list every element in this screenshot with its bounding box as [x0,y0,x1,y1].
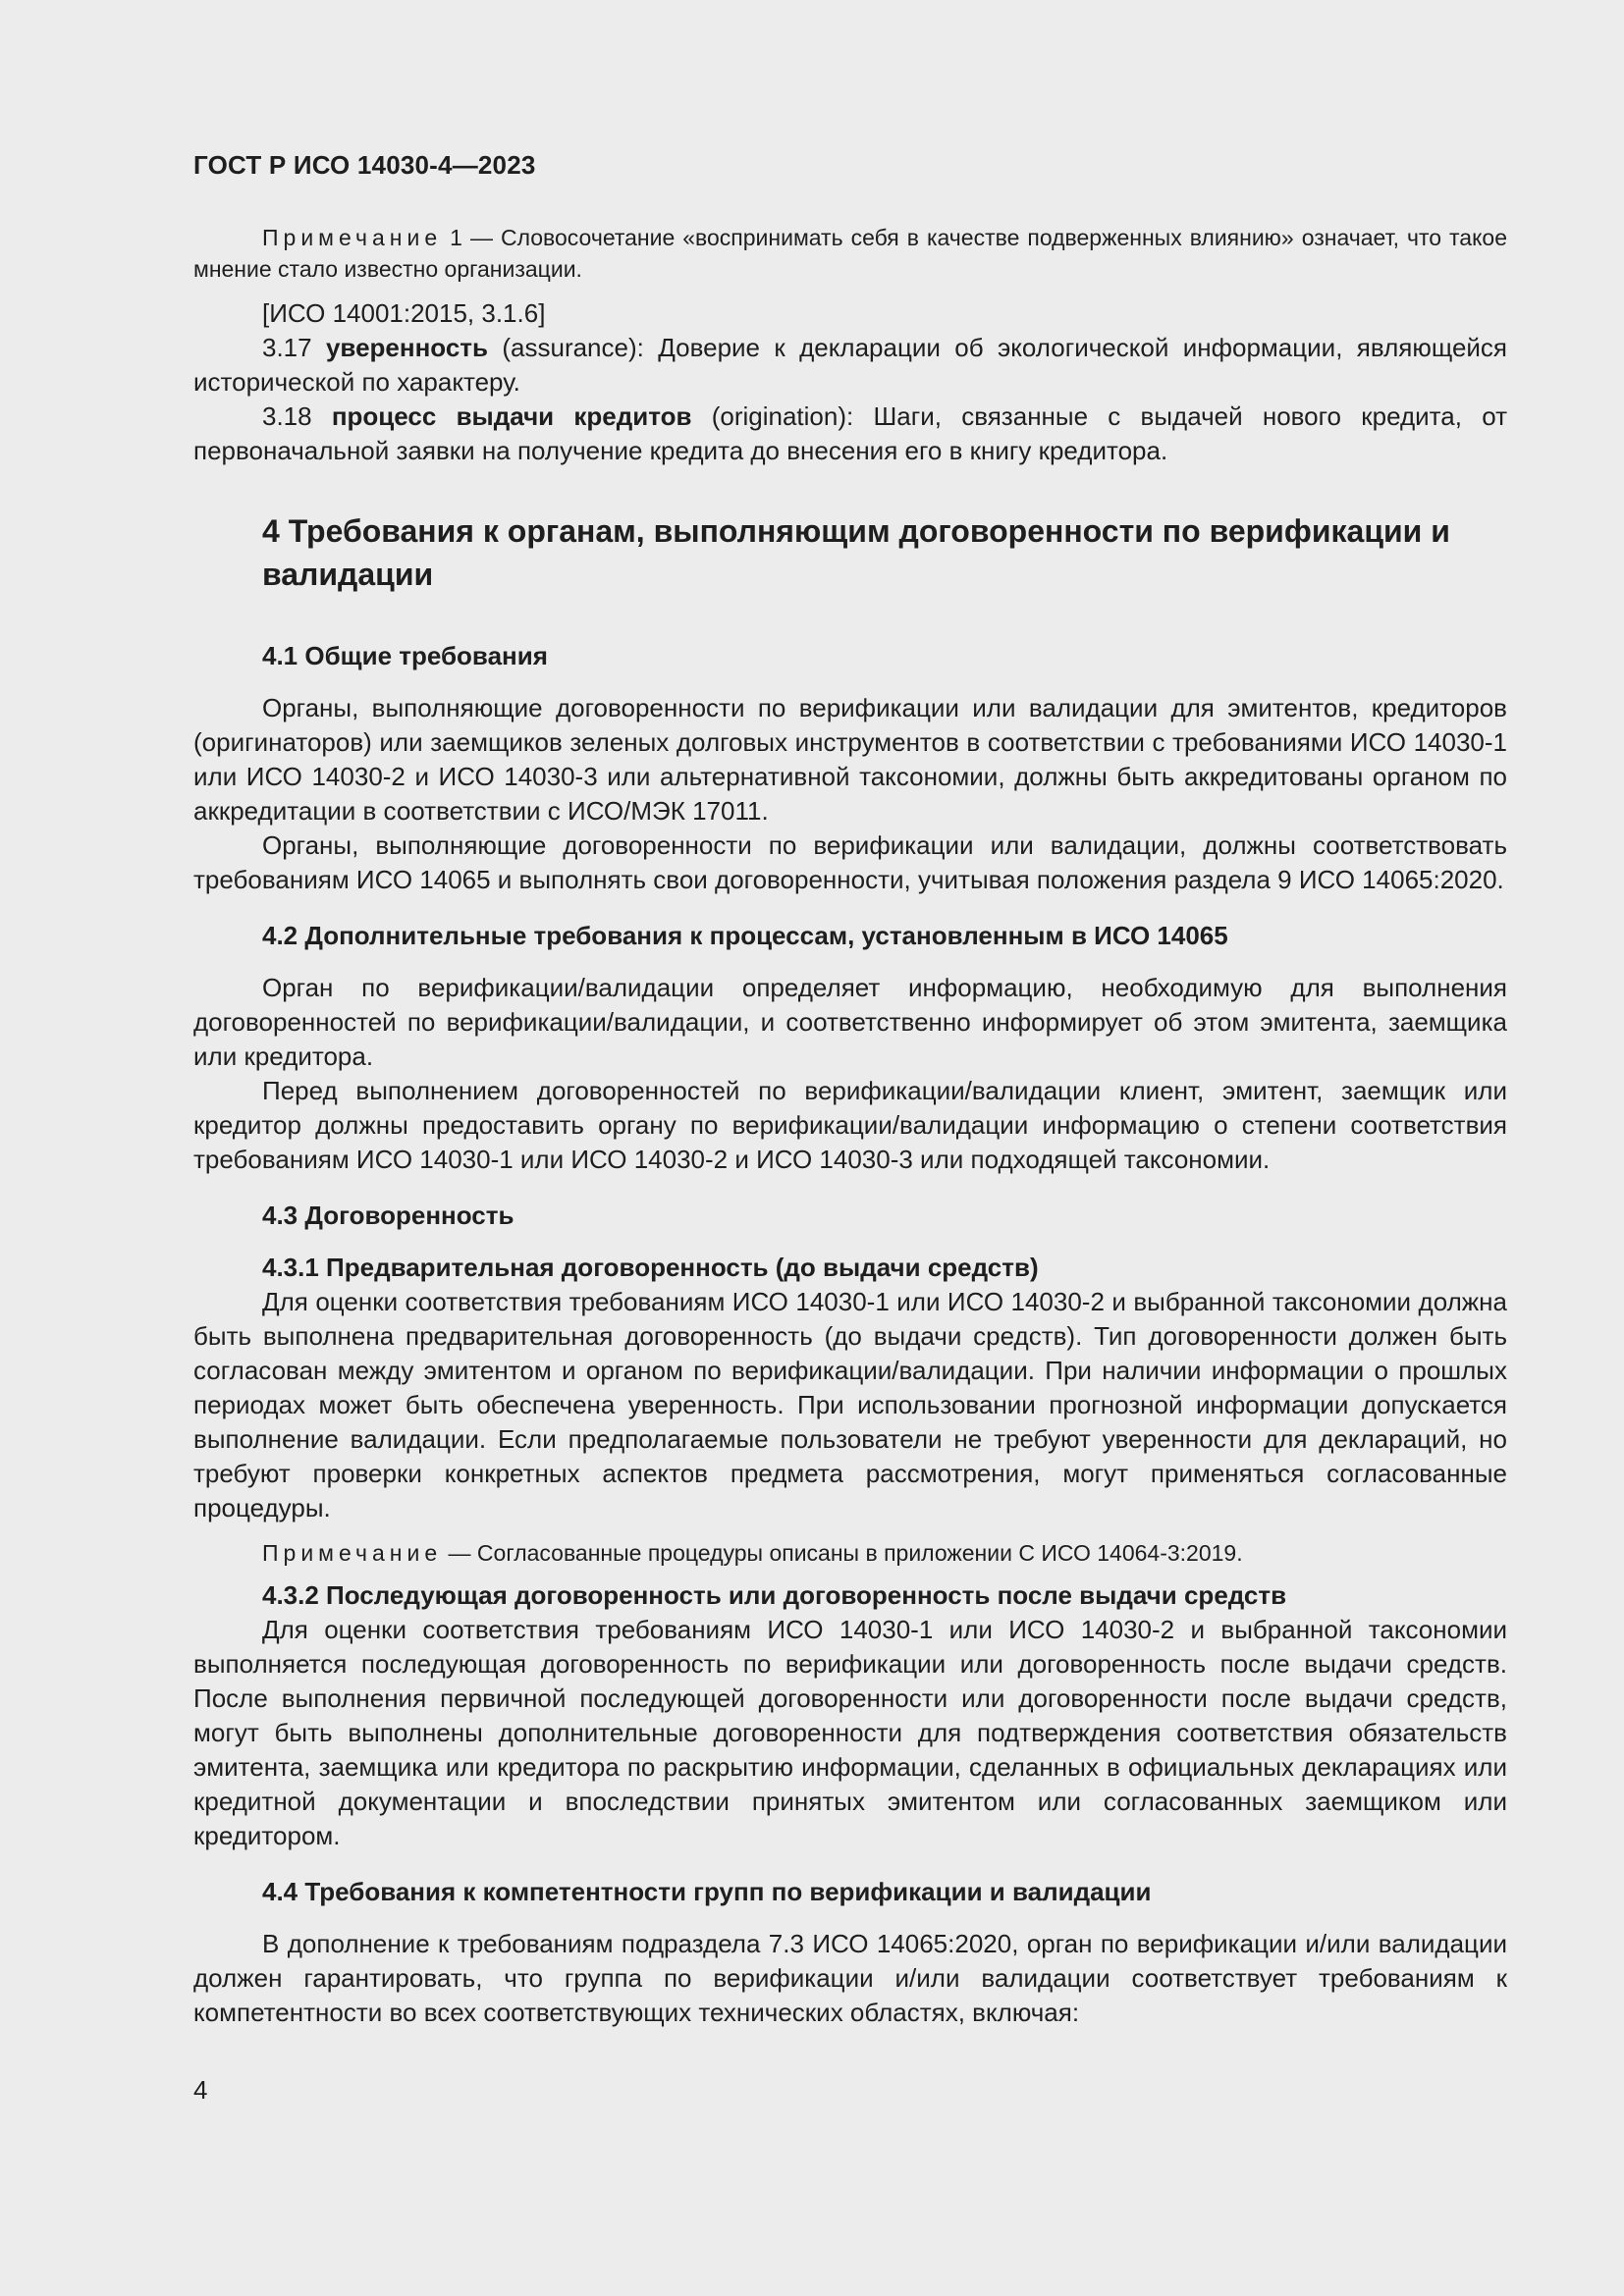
page-number: 4 [193,2075,208,2105]
term-definition: (assurance): Доверие к декларации об экологической информации, являющейся исторической по характеру. [193,333,1508,397]
note-label: Примечание [262,225,443,250]
paragraph: В дополнение к требованиям подраздела 7.3 ИСО 14065:2020, орган по верификации и/или валидации должен гарантировать, что группа по верификации и/или валидации соответствует требованиям к компетентности во всех соответствующих технических областях, включая: [193,1929,1507,2027]
paragraph: Для оценки соответствия требованиям ИСО 14030-1 или ИСО 14030-2 и выбранной таксономии выполняется последующая договоренность по верификации или договоренность после выдачи средств. После выполнения первичной последующей договоренности или договоренности после выдачи средств, могут быть выполнены дополнительные договоренности для подтверждения соответствия обязательств эмитента, заемщика или кредитора по раскрытию информации, сделанных в официальных декларациях или кредитной документации и впоследствии принятых эмитентом или согласованных заемщиком или кредитором. [193,1615,1507,1850]
section-4-3-heading: 4.3 Договоренность [262,1201,514,1230]
paragraph: Для оценки соответствия требованиям ИСО 14030-1 или ИСО 14030-2 и выбранной таксономии должна быть выполнена предварительная договоренность (до выдачи средств). Тип договоренности должен быть согласован между эмитентом и органом по верификации/валидации. При наличии информации о прошлых периодах может быть обеспечена уверенность. При использовании прогнозной информации допускается выполнение валидации. Если предполагаемые пользователи не требуют уверенности для деклараций, но требуют проверки конкретных аспектов предмета рассмотрения, могут применяться согласованные процедуры. [193,1287,1507,1522]
term-definition: (origination): Шаги, связанные с выдачей нового кредита, от первоначальной заявки на получение кредита до внесения его в книгу кредитора. [193,401,1507,465]
section-4-3-2-heading: 4.3.2 Последующая договоренность или договоренность после выдачи средств [262,1580,1287,1610]
document-page [193,147,1507,2030]
note-text: 1 — Словосочетание «воспринимать себя в качестве подверженных влиянию» означает, что такое мнение стало известно организации. [193,225,1507,282]
note-agreed-procedures [193,1537,1507,1569]
term-name: процесс выдачи кредитов [331,401,692,431]
section-4-1-heading: 4.1 Общие требования [262,641,548,670]
paragraph: Орган по верификации/валидации определяет информацию, необходимую для выполнения договоренностей по верификации/валидации, и соответственно информирует об этом эмитента, заемщика или кредитора. [193,973,1507,1071]
document-header: ГОСТ Р ИСО 14030-4—2023 [193,150,536,180]
note-1 [193,222,1507,285]
section-4-2-heading: 4.2 Дополнительные требования к процессам, установленным в ИСО 14065 [262,921,1228,950]
note-text: — Согласованные процедуры описаны в приложении С ИСО 14064-3:2019. [442,1540,1243,1566]
term-name: уверенность [325,333,488,362]
term-number: 3.18 [262,401,332,431]
note-label: Примечание [262,1540,443,1566]
term-3-17 [193,331,1507,400]
section-4-3-1-heading: 4.3.1 Предварительная договоренность (до выдачи средств) [262,1253,1039,1282]
section-4-heading: 4 Требования к органам, выполняющим договоренности по верификации и валидации [262,513,1450,592]
term-number: 3.17 [262,333,326,362]
paragraph: Перед выполнением договоренностей по верификации/валидации клиент, эмитент, заемщик или кредитор должны предоставить органу по верификации/валидации информацию о степени соответствия требованиям ИСО 14030-1 или ИСО 14030-2 и ИСО 14030-3 или подходящей таксономии. [193,1076,1507,1174]
paragraph: Органы, выполняющие договоренности по верификации или валидации для эмитентов, кредиторов (оригинаторов) или заемщиков зеленых долговых инструментов в соответствии с требованиями ИСО 14030-1 или ИСО 14030-2 и ИСО 14030-3 или альтернативной таксономии, должны быть аккредитованы органом по аккредитации в соответствии с ИСО/МЭК 17011. [193,693,1507,826]
paragraph: Органы, выполняющие договоренности по верификации или валидации, должны соответствовать требованиям ИСО 14065 и выполнять свои договоренности, учитывая положения раздела 9 ИСО 14065:2020. [193,830,1507,894]
section-4-4-heading: 4.4 Требования к компетентности групп по верификации и валидации [262,1877,1152,1906]
term-3-18 [193,400,1507,468]
reference: [ИСО 14001:2015, 3.1.6] [262,298,546,328]
